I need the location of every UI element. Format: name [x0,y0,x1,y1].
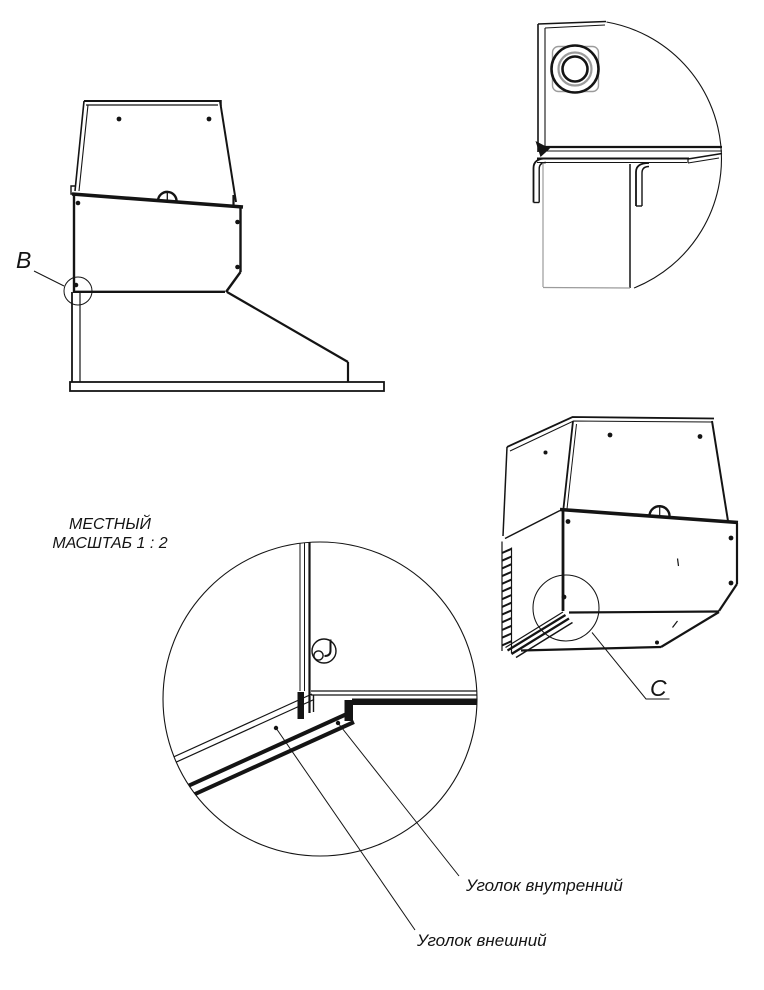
screw-dot [207,117,212,122]
panel-corner-cut [226,272,241,292]
louver-slats [502,549,512,646]
panel-top-inner [545,25,605,28]
iso-view [502,417,738,701]
screw-dot [566,519,571,524]
hook-inner [642,167,649,207]
side-left-edge [503,447,507,536]
detail-boundary-arc [607,22,722,288]
front-view-stand [70,292,384,391]
view-label-c: С [650,675,667,701]
detail-circle-c [533,575,599,641]
front-right-edge [712,421,728,521]
front-view-upper-panel [71,100,236,202]
callout-outer-bracket: Уголок внешний [417,931,547,950]
left-edge-inner [79,105,88,191]
rail-line-thick [157,713,349,800]
box-corner-cut [719,584,737,611]
tick-mark [678,559,679,567]
bracket-stub [345,700,354,721]
side-top-edge [505,511,560,539]
latch [312,639,336,663]
screw-dot [608,433,613,438]
screw-dot [562,595,567,600]
screw-dot [76,201,81,206]
bottom-face-edge [521,647,661,651]
grommet [552,46,599,93]
screw-dot [655,641,659,645]
tick-mark [673,621,678,628]
iso-louver-grille [502,542,512,654]
screw-dot [235,265,240,270]
latch-pin [314,651,323,660]
rail-line-thin [161,700,314,770]
callout-inner-bracket: Уголок внутренний [466,876,623,895]
scale-note-line1: МЕСТНЫЙ [69,516,151,533]
iso-mid-box [505,506,738,612]
scale-note [52,514,167,552]
local-scale-view [52,514,623,950]
base-plate [70,382,384,391]
hook-middle [636,163,649,206]
view-label-b: В [16,247,32,273]
leader-line-outer-bracket [276,728,415,930]
hook-left [534,159,547,203]
right-edge [220,101,236,202]
bottom-face-angled-edge [661,612,719,647]
slope-edge [227,292,348,362]
screw-dot [235,220,240,225]
local-view-content [157,520,481,809]
screw-dot [544,451,548,455]
panel-top-outer [538,22,606,25]
screw-dot [729,536,734,541]
leader-line-b [34,271,64,286]
front-view [16,100,384,391]
lower-box [543,163,630,288]
panel-top-edge [72,194,243,207]
shelf-edges [536,141,723,163]
screw-dot [698,434,703,439]
latch-hook [325,640,331,657]
front-view-lower-panel [72,192,243,293]
box-top-edge [560,510,738,523]
box-bottom-edge [543,288,630,289]
rail-line-thick [162,722,354,809]
detail-view-b [534,22,723,289]
screw-dot [729,581,734,586]
scale-note-line2: МАСШТАБ 1 : 2 [52,535,168,552]
box-bottom-edge [569,612,719,613]
left-edge-outer [75,101,84,191]
screw-dot [74,283,79,288]
iso-bottom-face [521,612,719,651]
screw-dot [117,117,122,122]
detail-marker-c [533,575,670,701]
